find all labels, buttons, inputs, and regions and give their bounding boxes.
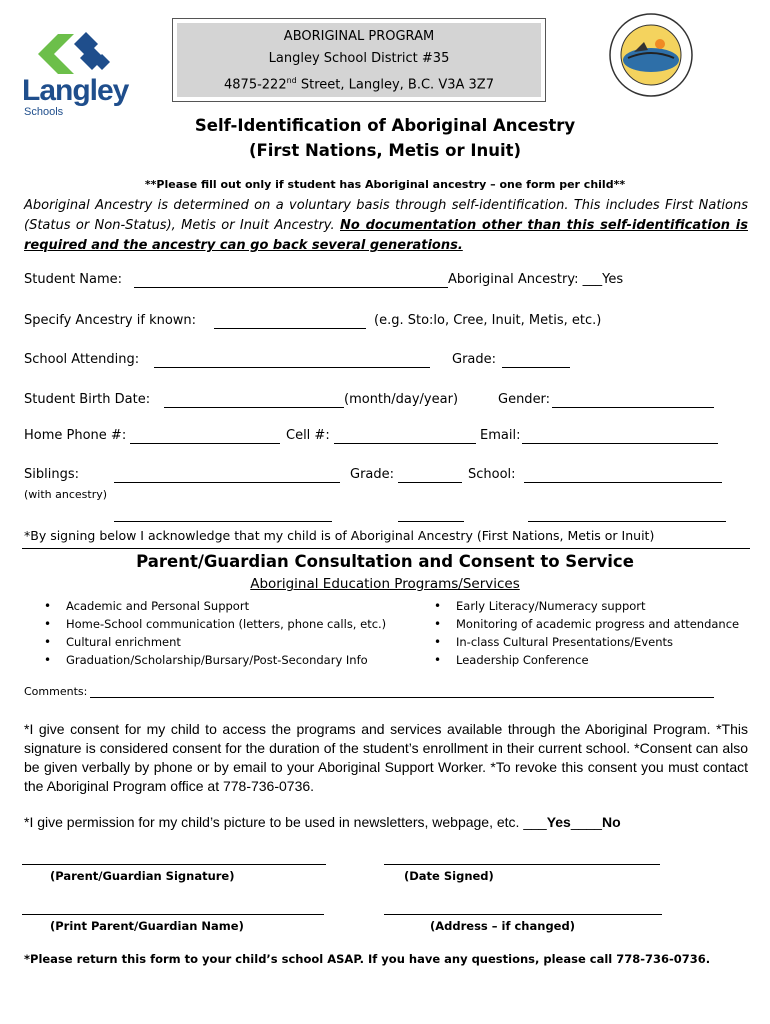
comments-field[interactable] <box>90 697 714 698</box>
logo-subtext: Schools <box>24 106 64 118</box>
picture-no-option[interactable]: No <box>601 814 621 830</box>
instruction-text: **Please fill out only if student has Aboriginal ancestry – one form per child** <box>144 178 626 191</box>
address-field[interactable] <box>384 914 662 915</box>
cell-label: Cell #: <box>286 428 330 443</box>
list-item: • Graduation/Scholarship/Bursary/Post-Secondary Info <box>40 651 386 669</box>
siblings-label: Siblings: <box>24 467 79 482</box>
header-line-3: 4875-222nd Street, Langley, B.C. V3A 3Z7 <box>224 76 494 93</box>
email-field[interactable] <box>522 443 718 444</box>
grade-field[interactable] <box>502 367 570 368</box>
parent-signature-field[interactable] <box>22 864 326 865</box>
sibling-2-school-field[interactable] <box>528 521 726 522</box>
list-item: • Home-School communication (letters, phone calls, etc.) <box>40 615 386 633</box>
siblings-field[interactable] <box>114 482 340 483</box>
header-line-1: ABORIGINAL PROGRAM <box>283 29 435 44</box>
list-item: • Leadership Conference <box>430 651 739 669</box>
langley-schools-logo <box>20 28 130 118</box>
list-item: • In-class Cultural Presentations/Events <box>430 633 739 651</box>
list-item: • Academic and Personal Support <box>40 597 386 615</box>
form-title-line-2: (First Nations, Metis or Inuit) <box>248 141 522 160</box>
student-name-field[interactable] <box>134 287 448 288</box>
header-line-2: Langley School District #35 <box>268 51 450 66</box>
list-item: • Monitoring of academic progress and attendance <box>430 615 739 633</box>
date-format-hint: (month/day/year) <box>344 392 459 407</box>
picture-permission: *I give permission for my child’s picture to be used in newsletters, webpage, etc. ___Yes____No <box>24 814 621 830</box>
sibling-grade-label: Grade: <box>350 467 395 482</box>
list-item: • Cultural enrichment <box>40 633 386 651</box>
gender-label: Gender: <box>498 392 551 407</box>
sibling-school-field[interactable] <box>524 482 722 483</box>
comments-label: Comments: <box>24 685 88 698</box>
acknowledge-text: *By signing below I acknowledge that my child is of Aboriginal Ancestry (First Nations, Metis or Inuit) <box>24 528 655 543</box>
ancestry-examples: (e.g. Sto:lo, Cree, Inuit, Metis, etc.) <box>374 313 602 328</box>
specify-ancestry-field[interactable] <box>214 328 366 329</box>
services-list-right <box>430 597 739 669</box>
cell-field[interactable] <box>334 443 476 444</box>
birth-date-field[interactable] <box>164 407 344 408</box>
student-name-label: Student Name: <box>24 272 123 287</box>
with-ancestry-note: (with ancestry) <box>24 488 108 501</box>
consent-title: Parent/Guardian Consultation and Consent to Service <box>136 552 634 571</box>
home-phone-label: Home Phone #: <box>24 428 127 443</box>
address-label: (Address – if changed) <box>430 919 575 933</box>
print-name-field[interactable] <box>22 914 324 915</box>
seal-emblem-icon <box>608 12 694 98</box>
birth-date-label: Student Birth Date: <box>24 392 151 407</box>
intro-paragraph: Aboriginal Ancestry is determined on a voluntary basis through self-identification. This includes First Nations (Status or Non-Status), Metis or Inuit Ancestry. No documentation other than this self-identification is required and the ancestry can go back several generations. <box>24 198 748 253</box>
aboriginal-program-seal <box>608 12 694 98</box>
services-title: Aboriginal Education Programs/Services <box>250 576 520 592</box>
consent-paragraph: *I give consent for my child to access the programs and services available through the Aboriginal Program. *This signature is considered consent for the duration of the student’s enrollment in their current school. *Consent can also be given verbally by phone or by email to your Aboriginal Support Worker. *To revoke this consent you must contact the Aboriginal Program office at 778-736-0736. <box>24 721 748 794</box>
picture-yes-option[interactable]: Yes <box>546 814 571 830</box>
sibling-2-field[interactable] <box>114 521 332 522</box>
home-phone-field[interactable] <box>130 443 280 444</box>
services-list-left <box>40 597 386 669</box>
school-attending-field[interactable] <box>154 367 430 368</box>
program-header-fill <box>177 23 541 97</box>
date-signed-field[interactable] <box>384 864 660 865</box>
sibling-school-label: School: <box>468 467 516 482</box>
list-item: • Early Literacy/Numeracy support <box>430 597 739 615</box>
email-label: Email: <box>480 428 521 443</box>
footer-note: *Please return this form to your child’s school ASAP. If you have any questions, please call 778-736-0736. <box>24 952 711 966</box>
logo-text: Langley <box>22 74 129 107</box>
section-divider <box>22 548 750 549</box>
aboriginal-ancestry-label: Aboriginal Ancestry: ___Yes <box>448 272 624 287</box>
sibling-grade-field[interactable] <box>398 482 462 483</box>
specify-ancestry-label: Specify Ancestry if known: <box>24 313 197 328</box>
grade-label: Grade: <box>452 352 497 367</box>
form-title-line-1: Self-Identification of Aboriginal Ancestry <box>194 116 576 135</box>
logo-mark-icon <box>20 28 130 80</box>
sibling-2-grade-field[interactable] <box>398 521 464 522</box>
gender-field[interactable] <box>552 407 714 408</box>
school-attending-label: School Attending: <box>24 352 140 367</box>
print-name-label: (Print Parent/Guardian Name) <box>50 919 244 933</box>
program-header-box <box>172 18 546 102</box>
date-signed-label: (Date Signed) <box>404 869 494 883</box>
parent-signature-label: (Parent/Guardian Signature) <box>50 869 235 883</box>
